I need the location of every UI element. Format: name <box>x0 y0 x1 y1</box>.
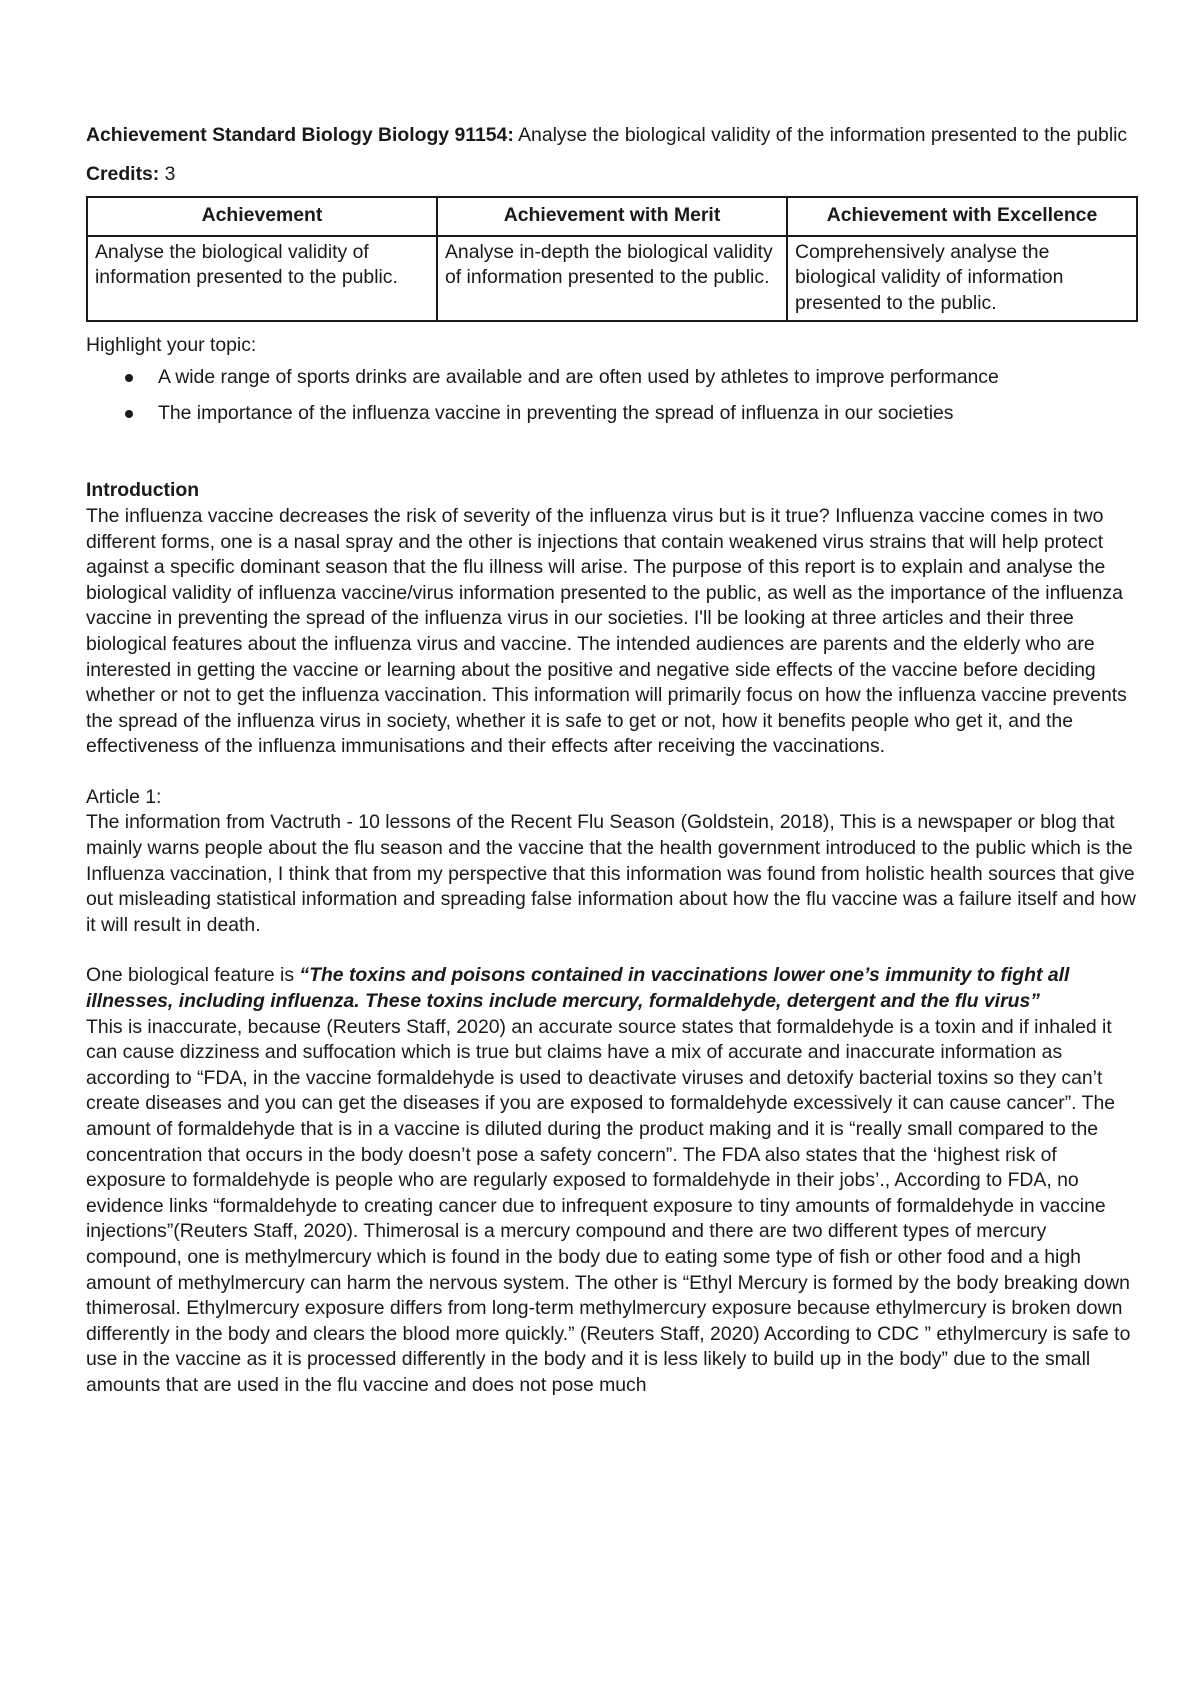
feature-quote: “The toxins and poisons contained in vaccinations lower one’s immunity to fight all illnesses, including influenza. These toxins include mercury, formaldehyde, detergent and the flu virus” <box>86 964 1070 1013</box>
bullet-icon <box>125 410 133 418</box>
article1-heading: Article 1: <box>86 785 162 808</box>
topic-item <box>86 365 1140 391</box>
introduction-heading: Introduction <box>86 479 200 502</box>
criteria-cell-achievement: Analyse the biological validity of information presented to the public. <box>87 236 437 321</box>
credits-line <box>86 162 1140 188</box>
credits-value: 3 <box>159 162 176 185</box>
topic-label: Highlight your topic: <box>86 333 257 356</box>
topic-text: A wide range of sports drinks are available and are often used by athletes to improve performance <box>158 366 999 389</box>
standard-description: Analyse the biological validity of the information presented to the public <box>513 124 1128 146</box>
criteria-header-achievement: Achievement <box>87 197 437 236</box>
criteria-cell-excellence: Comprehensively analyse the biological validity of information presented to the public. <box>787 236 1137 321</box>
feature-analysis-text: This is inaccurate, because (Reuters Staff, 2020) an accurate source states that formaldehyde is a toxin and if inhaled it can cause dizziness and suffocation which is true but claims have a mix of accurate and inaccurate information as according to “FDA, in the vaccine formaldehyde is used to deactivate viruses and detoxify bacterial toxins so they can’t create diseases and you can get the diseases if you are exposed to formaldehyde excessively it can cause cancer”. The amount of formaldehyde that is in a vaccine is diluted during the product making and it is “really small compared to the concentration that occurs in the body doesn’t pose a safety concern”. The FDA also states that the ‘highest risk of exposure to formaldehyde is people who are regularly exposed to formaldehyde in their jobs’., According to FDA, no evidence links “formaldehyde to creating cancer due to infrequent exposure to tiny amounts of formaldehyde in vaccine injections”(Reuters Staff, 2020). Thimerosal is a mercury compound and there are two different types of mercury compound, one is methylmercury which is found in the body due to eating some type of fish or other food and a high amount of methylmercury can harm the nervous system. The other is “Ethyl Mercury is formed by the body breaking down thimerosal. Ethylmercury exposure differs from long-term methylmercury exposure because ethylmercury is broken down differently in the body and clears the blood more quickly.” (Reuters Staff, 2020) According to CDC ” ethylmercury is safe to use in the vaccine as it is processed differently in the body and it is less likely to build up in the body” due to the small amounts that are used in the flu vaccine and does not pose much <box>86 1015 1131 1396</box>
criteria-cell-merit: Analyse in-depth the biological validity of information presented to the public. <box>437 236 787 321</box>
feature-lead: One biological feature is <box>86 964 300 987</box>
criteria-header-excellence: Achievement with Excellence <box>787 197 1137 236</box>
standard-label: Achievement Standard Biology Biology 91154: <box>86 124 514 146</box>
criteria-header-row <box>87 197 1137 236</box>
topic-list <box>86 365 1140 426</box>
standard-title <box>86 123 1140 149</box>
topic-text: The importance of the influenza vaccine in preventing the spread of influenza in our societies <box>158 401 954 424</box>
introduction-text: The influenza vaccine decreases the risk of severity of the influenza virus but is it true? Influenza vaccine comes in two different forms, one is a nasal spray and the other is injections that contain weakened virus strains that will help protect against a specific dominant season that the flu illness will arise. The purpose of this report is to explain and analyse the biological validity of influenza vaccine/virus information presented to the public, as well as the importance of the influenza vaccine in preventing the spread of the influenza virus in our societies. I'll be looking at three articles and their three biological features about the influenza virus and vaccine. The intended audiences are parents and the elderly who are interested in getting the vaccine or learning about the positive and negative side effects of the vaccine before deciding whether or not to get the influenza vaccination. This information will primarily focus on how the influenza vaccine prevents the spread of the influenza virus in society, whether it is safe to get or not, how it benefits people who get it, and the effectiveness of the influenza immunisations and their effects after receiving the vaccinations. <box>86 504 1127 758</box>
criteria-header-merit: Achievement with Merit <box>437 197 787 236</box>
credits-label: Credits: <box>86 162 160 185</box>
criteria-table <box>86 196 1138 321</box>
article1-feature <box>86 963 1140 1014</box>
criteria-body-row <box>87 236 1137 321</box>
bullet-icon <box>125 374 133 382</box>
topic-item <box>86 401 1140 427</box>
article1-text: The information from Vactruth - 10 lessons of the Recent Flu Season (Goldstein, 2018), This is a newspaper or blog that mainly warns people about the flu season and the vaccine that the health government introduced to the public which is the Influenza vaccination, I think that from my perspective that this information was found from holistic health sources that give out misleading statistical information and spreading false information about how the flu vaccine was a failure itself and how it will result in death. <box>86 811 1136 936</box>
